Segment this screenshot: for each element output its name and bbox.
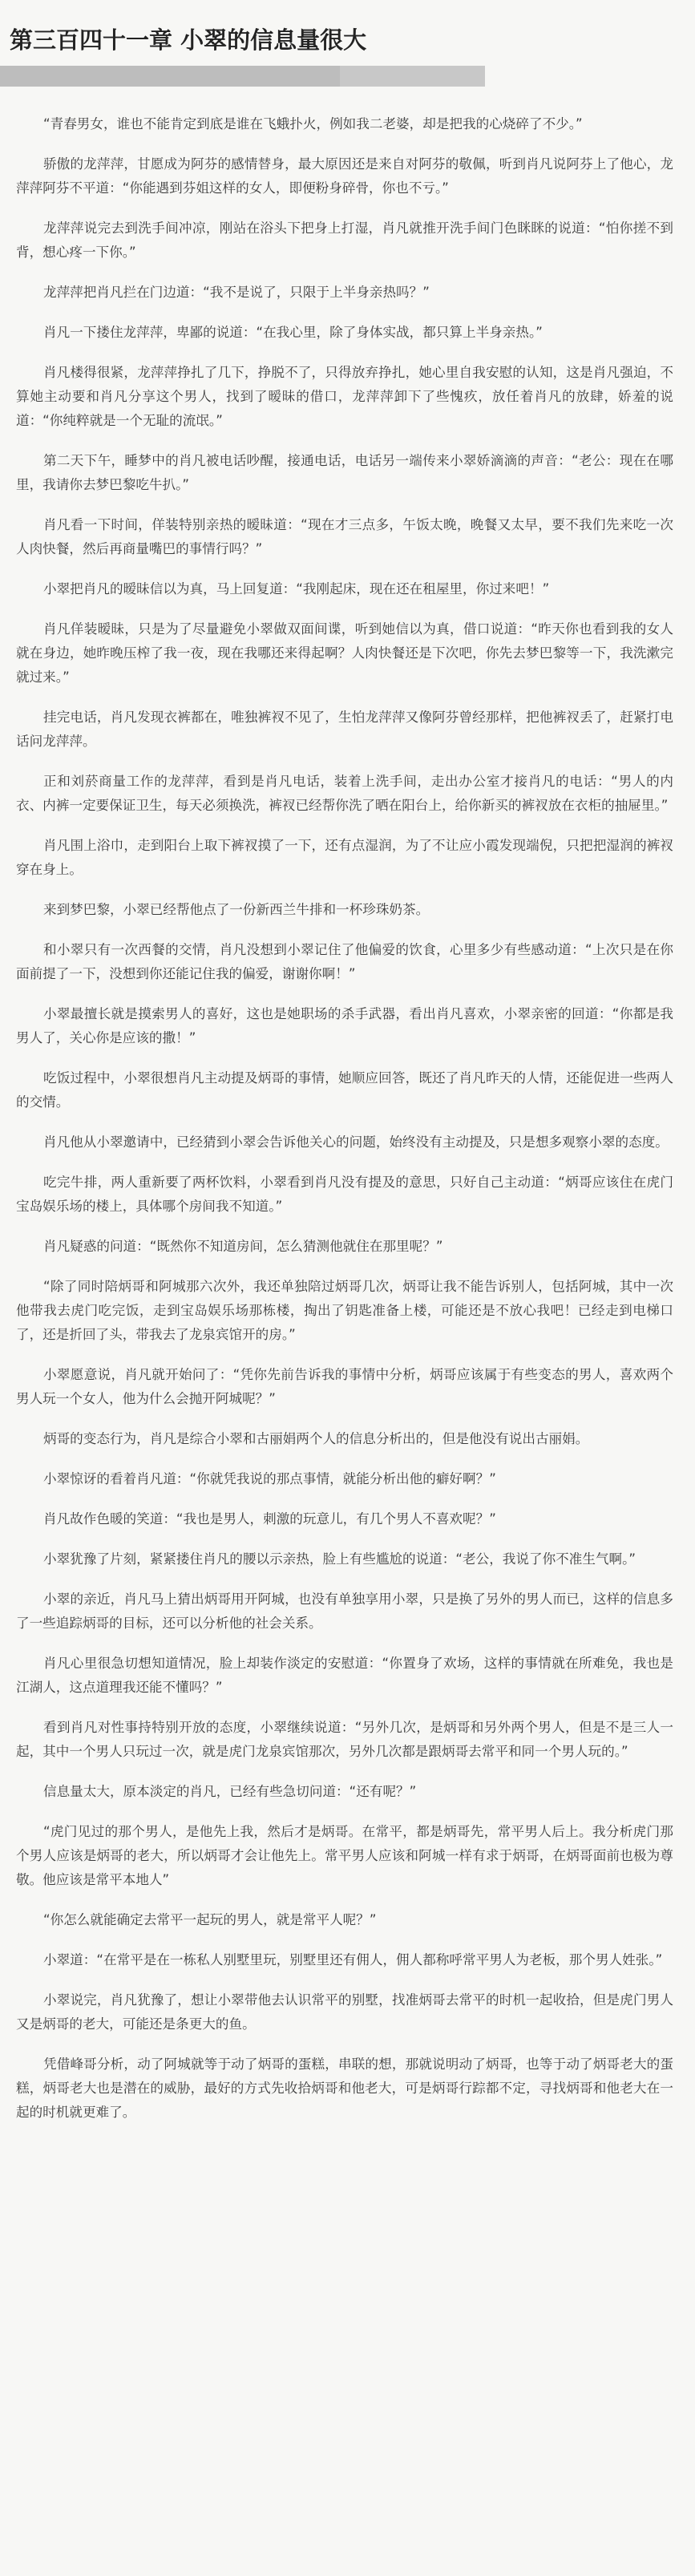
chapter-paragraph: 正和刘菸商量工作的龙萍萍，看到是肖凡电话，装着上洗手间，走出办公室才接肖凡的电话：“男人的内衣、内裤一定要保证卫生，每天必须换洗，裤衩已经帮你洗了晒在阳台上，给你新买的裤衩放在衣柜的抽屉里。”	[16, 774, 673, 813]
chapter-paragraph: 骄傲的龙萍萍，甘愿成为阿芬的感情替身，最大原因还是来自对阿芬的敬佩，听到肖凡说阿芬上了他心，龙萍萍阿芬不平道：“你能遇到芬姐这样的女人，即便粉身碎骨，你也不亏。”	[16, 156, 673, 196]
chapter-paragraph: 第二天下午，睡梦中的肖凡被电话吵醒，接通电话，电话另一端传来小翠娇滴滴的声音：“老公：现在在哪里，我请你去梦巴黎吃牛扒。”	[16, 453, 673, 492]
chapter-paragraph: 肖凡疑惑的问道：“既然你不知道房间，怎么猜测他就住在那里呢？”	[43, 1239, 443, 1254]
chapter-paragraph: 龙萍萍把肖凡拦在门边道：“我不是说了，只限于上半身亲热吗？”	[43, 285, 430, 300]
reading-progress-bar	[0, 66, 485, 87]
chapter-paragraph: 看到肖凡对性事持特别开放的态度，小翠继续说道：“另外几次，是炳哥和另外两个男人，但是不是三人一起，其中一个男人只玩过一次，就是虎门龙泉宾馆那次，另外几次都是跟炳哥去常平和同一个男人玩的。”	[16, 1720, 673, 1759]
chapter-paragraph: 肖凡围上浴巾，走到阳台上取下裤衩摸了一下，还有点湿润，为了不让应小霞发现端倪，只把把湿润的裤衩穿在身上。	[16, 838, 673, 877]
chapter-paragraph: 小翠道：“在常平是在一栋私人别墅里玩，别墅里还有佣人，佣人都称呼常平男人为老板，那个男人姓张。”	[43, 1952, 663, 1967]
chapter-paragraph: 炳哥的变态行为，肖凡是综合小翠和古丽娟两个人的信息分析出的，但是他没有说出古丽娟。	[43, 1431, 589, 1446]
chapter-paragraph: 小翠说完，肖凡犹豫了，想让小翠带他去认识常平的别墅，找准炳哥去常平的时机一起收拾，但是虎门男人又是炳哥的老大，可能还是条更大的鱼。	[16, 1992, 673, 2032]
chapter-paragraph: 吃饭过程中，小翠很想肖凡主动提及炳哥的事情，她顺应回答，既还了肖凡昨天的人情，还能促进一些两人的交情。	[16, 1070, 673, 1110]
chapter-paragraph: 和小翠只有一次西餐的交情，肖凡没想到小翠记住了他偏爱的饮食，心里多少有些感动道：“上次只是在你面前提了一下，没想到你还能记住我的偏爱，谢谢你啊！”	[16, 942, 673, 981]
chapter-paragraph: 小翠犹豫了片刻，紧紧搂住肖凡的腰以示亲热，脸上有些尴尬的说道：“老公，我说了你不准生气啊。”	[43, 1551, 636, 1567]
chapter-paragraph: 信息量太大，原本淡定的肖凡，已经有些急切问道：“还有呢？”	[43, 1784, 417, 1799]
chapter-body	[16, 112, 673, 2141]
chapter-paragraph: 肖凡看一下时间，佯装特别亲热的暧昧道：“现在才三点多，午饭太晚，晚餐又太早，要不我们先来吃一次人肉快餐，然后再商量嘴巴的事情行吗？”	[16, 517, 673, 556]
chapter-paragraph: 肖凡他从小翠邀请中，已经猜到小翠会告诉他关心的问题，始终没有主动提及，只是想多观察小翠的态度。	[43, 1134, 669, 1150]
chapter-paragraph: 来到梦巴黎，小翠已经帮他点了一份新西兰牛排和一杯珍珠奶茶。	[43, 902, 430, 917]
chapter-paragraph: 小翠把肖凡的暧昧信以为真，马上回复道：“我刚起床，现在还在租屋里，你过来吧！”	[43, 581, 550, 596]
chapter-paragraph: “青春男女，谁也不能肯定到底是谁在飞蛾扑火，例如我二老婆，却是把我的心烧碎了不少。”	[43, 116, 583, 131]
chapter-paragraph: 龙萍萍说完去到洗手间冲凉，刚站在浴头下把身上打湿，肖凡就推开洗手间门色眯眯的说道：“怕你搓不到背，想心疼一下你。”	[16, 220, 673, 260]
chapter-paragraph: “除了同时陪炳哥和阿城那六次外，我还单独陪过炳哥几次，炳哥让我不能告诉别人，包括阿城，其中一次他带我去虎门吃完饭，走到宝岛娱乐场那栋楼，掏出了钥匙准备上楼，可能还是不放心我吧！已经走到电梯口了，还是折回了头，带我去了龙泉宾馆开的房。”	[16, 1279, 673, 1342]
chapter-paragraph: 肖凡故作色暖的笑道：“我也是男人，刺激的玩意儿，有几个男人不喜欢呢？”	[43, 1511, 496, 1527]
chapter-paragraph: 肖凡一下搂住龙萍萍，卑鄙的说道：“在我心里，除了身体实战，都只算上半身亲热。”	[43, 325, 543, 340]
chapter-paragraph: 挂完电话，肖凡发现衣裤都在，唯独裤衩不见了，生怕龙萍萍又像阿芬曾经那样，把他裤衩丢了，赶紧打电话问龙萍萍。	[16, 710, 673, 749]
reading-progress-fill	[0, 66, 340, 87]
chapter-paragraph: 凭借峰哥分析，动了阿城就等于动了炳哥的蛋糕，串联的想，那就说明动了炳哥，也等于动了炳哥老大的蛋糕，炳哥老大也是潜在的威胁，最好的方式先收拾炳哥和他老大，可是炳哥行踪都不定，寻找炳哥和他老大在一起的时机就更难了。	[16, 2056, 673, 2120]
chapter-paragraph: “你怎么就能确定去常平一起玩的男人，就是常平人呢？”	[43, 1912, 377, 1927]
chapter-paragraph: 吃完牛排，两人重新要了两杯饮料，小翠看到肖凡没有提及的意思，只好自己主动道：“炳哥应该住在虎门宝岛娱乐场的楼上，具体哪个房间我不知道。”	[16, 1175, 673, 1214]
chapter-paragraph: 小翠的亲近，肖凡马上猜出炳哥用开阿城，也没有单独享用小翠，只是换了另外的男人而已，这样的信息多了一些追踪炳哥的目标，还可以分析他的社会关系。	[16, 1591, 673, 1631]
chapter-paragraph: 小翠愿意说，肖凡就开始问了：“凭你先前告诉我的事情中分析，炳哥应该属于有些变态的男人，喜欢两个男人玩一个女人，他为什么会抛开阿城呢？”	[16, 1367, 673, 1406]
chapter-paragraph: 肖凡楼得很紧，龙萍萍挣扎了几下，挣脱不了，只得放弃挣扎，她心里自我安慰的认知，这是肖凡强迫，不算她主动要和肖凡分享这个男人，找到了暧昧的借口，龙萍萍卸下了些愧疚，放任着肖凡的放肆，娇羞的说道：“你纯粹就是一个无耻的流氓。”	[16, 365, 673, 428]
chapter-paragraph: “虎门见过的那个男人，是他先上我，然后才是炳哥。在常平，都是炳哥先，常平男人后上。我分析虎门那个男人应该是炳哥的老大，所以炳哥才会让他先上。常平男人应该和阿城一样有求于炳哥，在炳哥面前也极为尊敬。他应该是常平本地人”	[16, 1824, 673, 1887]
chapter-paragraph: 肖凡心里很急切想知道情况，脸上却装作淡定的安慰道：“你置身了欢场，这样的事情就在所难免，我也是江湖人，这点道理我还能不懂吗？”	[16, 1656, 673, 1695]
chapter-paragraph: 小翠最擅长就是摸索男人的喜好，这也是她职场的杀手武器，看出肖凡喜欢，小翠亲密的回道：“你都是我男人了，关心你是应该的撒！”	[16, 1006, 673, 1045]
chapter-paragraph: 肖凡佯装暧昧，只是为了尽量避免小翠做双面间谍，听到她信以为真，借口说道：“昨天你也看到我的女人就在身边，她昨晚压榨了我一夜，现在我哪还来得起啊？人肉快餐还是下次吧，你先去梦巴黎等一下，我洗漱完就过来。”	[16, 621, 673, 685]
chapter-paragraph: 小翠惊讶的看着肖凡道：“你就凭我说的那点事情，就能分析出他的癖好啊？”	[43, 1471, 496, 1486]
chapter-title: 第三百四十一章 小翠的信息量很大	[10, 26, 367, 54]
